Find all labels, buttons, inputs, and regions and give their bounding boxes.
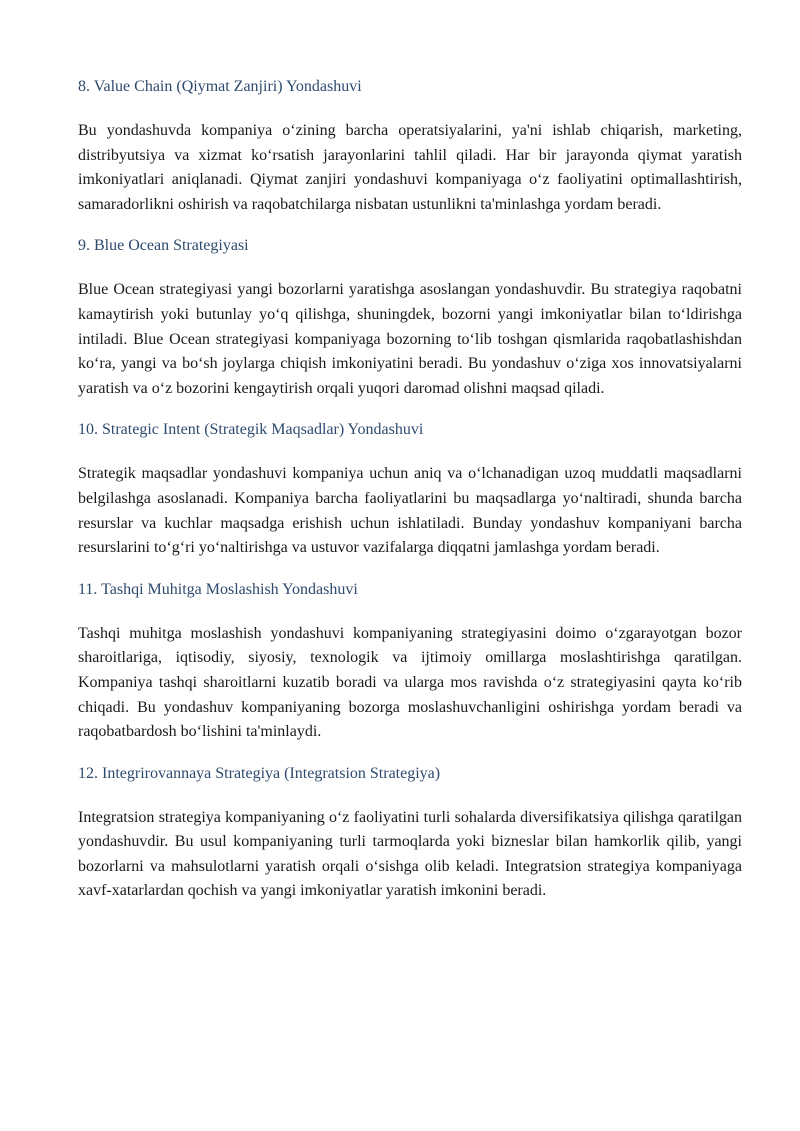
section-heading: 12. Integrirovannaya Strategiya (Integratsion Strategiya) — [78, 764, 441, 782]
section-heading: 11. Tashqi Muhitga Moslashish Yondashuvi — [78, 580, 358, 598]
section-paragraph: Strategik maqsadlar yondashuvi kompaniya uchun aniq va o‘lchanadigan uzoq muddatli maqsadlarni belgilashga asoslanadi. Kompaniya barcha faoliyatlarini bu maqsadlarga yo‘naltiradi, shunda barcha resurslar va kuchlar maqsadga erishish uchun ishlatiladi. Bunday yondashuv kompaniyani barcha resurslarini to‘g‘ri yo‘naltirishga va ustuvor vazifalarga diqqatni jamlashga yordam beradi. — [78, 465, 742, 557]
section-paragraph: Bu yondashuvda kompaniya o‘zining barcha operatsiyalarini, ya'ni ishlab chiqarish, marketing, distribyutsiya va xizmat ko‘rsatish jarayonlarini tahlil qiladi. Har bir jarayonda qiymat yaratish imkoniyatlari aniqlanadi. Qiymat zanjiri yondashuvi kompaniyaga o‘z faoliyatini optimallashtirish, samaradorlikni oshirish va raqobatchilarga nisbatan ustunlikni ta'minlashga yordam beradi. — [78, 122, 742, 213]
section-heading: 8. Value Chain (Qiymat Zanjiri) Yondashuvi — [78, 78, 362, 95]
section-paragraph: Blue Ocean strategiyasi yangi bozorlarni yaratishga asoslangan yondashuvdir. Bu strategiya raqobatni kamaytirish yoki butunlay yo‘q qilishga, shuningdek, bozorni yangi imkoniyatlar bilan to‘ldirishga intiladi. Blue Ocean strategiyasi kompaniyaga bozorning to‘lib toshgan qismlarida raqobatlashishdan ko‘ra, yangi va bo‘sh joylarga chiqish imkoniyatini beradi. Bu yondashuv o‘ziga xos innovatsiyalarni yaratish va o‘z bozorini kengaytirish orqali yuqori daromad olishni maqsad qiladi. — [78, 281, 742, 397]
document-page — [78, 76, 742, 922]
section-integration-strategy — [78, 763, 742, 904]
section-strategic-intent — [78, 419, 742, 560]
section-value-chain — [78, 76, 742, 217]
section-heading: 9. Blue Ocean Strategiyasi — [78, 237, 249, 255]
section-external-adaptation — [78, 579, 742, 745]
section-paragraph: Tashqi muhitga moslashish yondashuvi kompaniyaning strategiyasini doimo o‘zgarayotgan bozor sharoitlariga, iqtisodiy, siyosiy, texnologik va ijtimoiy omillarga moslashtirishga qaratilgan. Kompaniya tashqi sharoitlarni kuzatib boradi va ularga mos ravishda o‘z strategiyasini qayta ko‘rib chiqadi. Bu yondashuv kompaniyaning bozorga moslashuvchanligini oshirishga yordam beradi va raqobatbardosh bo‘lishini ta'minlaydi. — [78, 624, 742, 741]
section-blue-ocean — [78, 235, 742, 401]
section-paragraph: Integratsion strategiya kompaniyaning o‘z faoliyatini turli sohalarda diversifikatsiya qilishga qaratilgan yondashuvdir. Bu usul kompaniyaning turli tarmoqlarda yoki bizneslar bilan hamkorlik qilib, yangi bozorlarni va mahsulotlarni yaratish orqali o‘sishga olib keladi. Integratsion strategiya kompaniyaga xavf-xatarlardan qochish va yangi imkoniyatlar yaratish imkonini beradi. — [78, 808, 742, 900]
section-heading: 10. Strategic Intent (Strategik Maqsadlar) Yondashuvi — [78, 421, 424, 439]
